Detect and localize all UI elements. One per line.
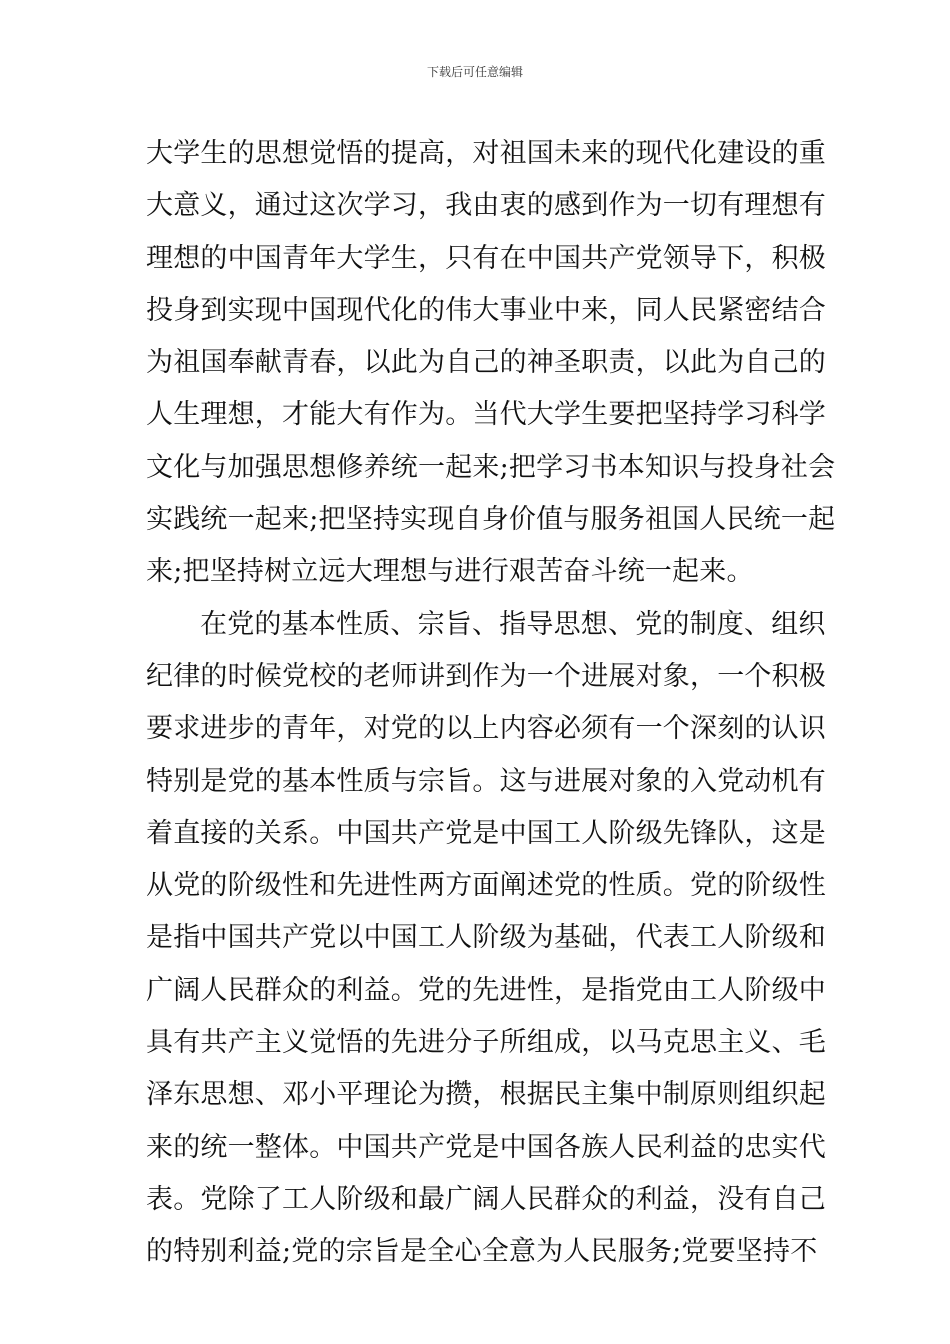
text-line-10: 在党的基本性质、宗旨、指导思想、党的制度、组织 (200, 608, 826, 640)
text-line-22: 的特别利益;党的宗旨是全心全意为人民服务;党要坚持不 (146, 1236, 818, 1268)
text-line-2: 大意义，通过这次学习，我由衷的感到作为一切有理想有 (146, 190, 826, 222)
text-line-19: 泽东思想、邓小平理论为攒，根据民主集中制原则组织起 (146, 1079, 826, 1111)
text-line-17: 广阔人民群众的利益。党的先进性，是指党由工人阶级中 (146, 974, 826, 1006)
text-line-11: 纪律的时候党校的老师讲到作为一个进展对象，一个积极 (146, 660, 826, 692)
text-line-12: 要求进步的青年，对党的以上内容必须有一个深刻的认识 (146, 713, 826, 745)
text-line-15: 从党的阶级性和先进性两方面阐述党的性质。党的阶级性 (146, 870, 826, 902)
body-text (146, 128, 836, 1279)
text-line-8: 实践统一起来;把坚持实现自身价值与服务祖国人民统一起 (146, 504, 836, 536)
text-line-18: 具有共产主义觉悟的先进分子所组成，以马克思主义、毛 (146, 1027, 826, 1059)
text-line-4: 投身到实现中国现代化的伟大事业中来，同人民紧密结合 (146, 294, 826, 326)
text-line-5: 为祖国奉献青春，以此为自己的神圣职责，以此为自己的 (146, 347, 826, 379)
text-line-1: 大学生的思想觉悟的提高，对祖国未来的现代化建设的重 (146, 138, 826, 169)
text-line-7: 文化与加强思想修养统一起来;把学习书本知识与投身社会 (146, 451, 836, 483)
page-header-note: 下载后可任意编辑 (426, 65, 523, 79)
text-line-20: 来的统一整体。中国共产党是中国各族人民利益的忠实代 (146, 1131, 826, 1163)
text-line-14: 着直接的关系。中国共产党是中国工人阶级先锋队，这是 (146, 817, 826, 849)
text-line-16: 是指中国共产党以中国工人阶级为基础，代表工人阶级和 (146, 922, 826, 954)
text-line-21: 表。党除了工人阶级和最广阔人民群众的利益，没有自己 (146, 1183, 826, 1215)
text-line-6: 人生理想，才能大有作为。当代大学生要把坚持学习科学 (146, 399, 826, 431)
text-line-9: 来;把坚持树立远大理想与进行艰苦奋斗统一起来。 (146, 556, 754, 588)
text-line-3: 理想的中国青年大学生，只有在中国共产党领导下，积极 (146, 242, 826, 274)
text-line-13: 特别是党的基本性质与宗旨。这与进展对象的入党动机有 (146, 765, 826, 797)
